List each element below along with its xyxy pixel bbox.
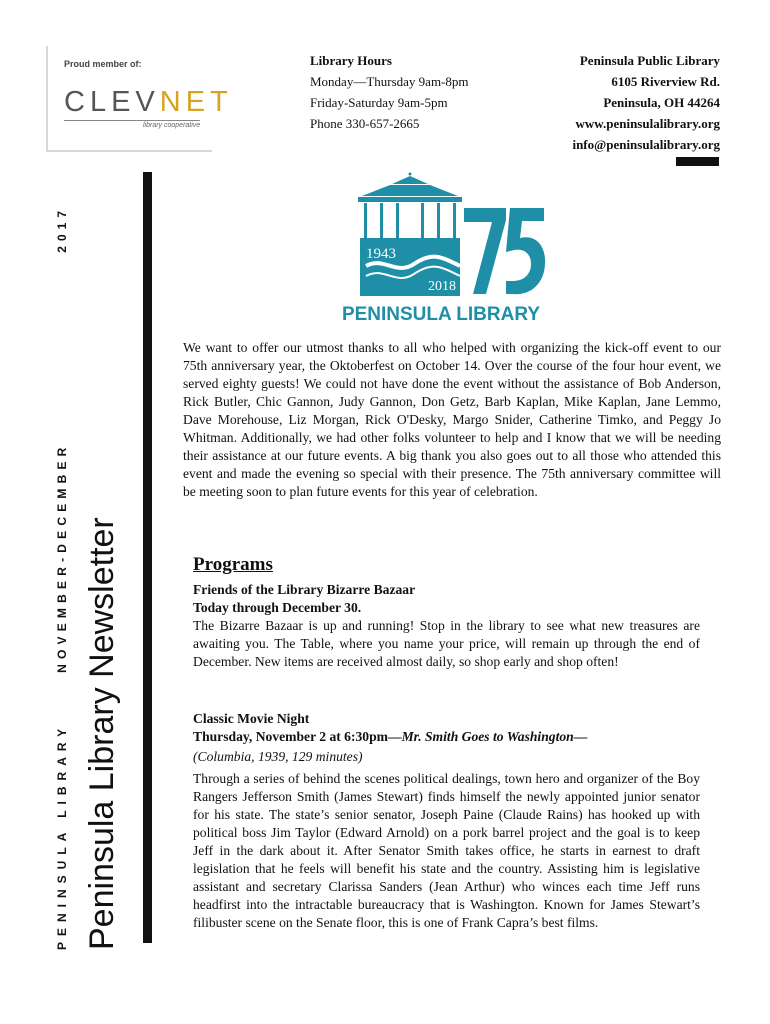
movie-when: [193, 728, 700, 746]
bazaar-title: Friends of the Library Bizarre Bazaar: [193, 582, 416, 597]
clevnet-word-a: CLEV: [64, 86, 160, 118]
clevnet-tagline: library cooperative: [143, 122, 201, 129]
address-street: 6105 Riverview Rd.: [611, 74, 720, 89]
clevnet-underline: [64, 120, 200, 121]
movie-date: Thursday, November 2 at 6:30pm—: [193, 729, 402, 744]
address-email[interactable]: info@peninsulalibrary.org: [572, 137, 720, 152]
anniversary-logo: [336, 168, 546, 326]
intro-paragraph: We want to offer our utmost thanks to all who helped with organizing the kick-off event to our 75th anniversary year, the Oktoberfest on October 14. Over the course of the four hour event, we served eighty guests! We could not have done the event without the assistance of Bob Anderson, Rick Butler, Chic Gannon, Judy Gannon, Don Getz, Barb Kaplan, Mike Kaplan, Jane Lemmo, Dave Morehouse, Liz Morgan, Rick O'Desky, Margo Snider, Catherine Timko, and Peggy Jo Whitman. Additionally, we had other folks volunteer to help and I know that we will be needing their assistance at our future events. A big thank you also goes out to all those who attended this event and made the evening so special with their presence. The 75th anniversary committee will be meeting soon to plan future events for this year of celebration.: [183, 340, 721, 499]
logo-library-name: PENINSULA LIBRARY: [341, 304, 541, 325]
clevnet-logo: [46, 46, 233, 152]
clevnet-wordmark: [64, 86, 233, 119]
movie-details: (Columbia, 1939, 129 minutes): [193, 749, 363, 764]
newsletter-issue-line: [54, 206, 70, 950]
newsletter-title: Peninsula Library Newsletter: [83, 517, 121, 950]
program-movie-night: [193, 710, 700, 932]
programs-heading: Programs: [193, 554, 273, 575]
clevnet-proud-label: Proud member of:: [64, 59, 142, 69]
bazaar-body: The Bizarre Bazaar is up and running! Stop in the library to see what new treasures are awaiting you. The Table, where you name your price, will remain up through the end of December. New items are received almost daily, so shop early and shop often!: [193, 618, 700, 669]
address-city: Peninsula, OH 44264: [603, 95, 720, 110]
clevnet-word-b: NET: [159, 86, 233, 118]
issue-months: NOVEMBER-DECEMBER: [55, 442, 69, 673]
movie-body: Through a series of behind the scenes political dealings, town hero and organizer of the Boy Rangers Jefferson Smith (James Stewart) finds himself the newly appointed junior senator for his state. The state’s senior senator, Joseph Paine (Claude Rains) has hooked up with political boss Jim Taylor (Edward Arnold) on a pork barrel project and the goal is to keep Jeff in the dark about it. After Senator Smith takes office, he starts in earnest to draft legislation that he feels will benefit his state and the country. Assisting him is legislative assistant and secretary Clarissa Sanders (Jean Arthur) who winces each time Jeff runs headfirst into the intractable bureaucracy that is Washington. Known for James Stewart’s filibuster scene on the Senate floor, this is one of Frank Capra’s best films.: [193, 771, 700, 930]
logo-year-end: 2018: [428, 279, 456, 294]
hours-weekend: Friday-Saturday 9am-5pm: [310, 95, 448, 110]
hours-phone: Phone 330-657-2665: [310, 116, 420, 131]
movie-film: Mr. Smith Goes to Washington—: [401, 729, 588, 744]
hours-title: Library Hours: [310, 53, 392, 68]
address-website[interactable]: www.peninsulalibrary.org: [575, 116, 720, 131]
hours-weekday: Monday—Thursday 9am-8pm: [310, 74, 469, 89]
logo-year-start: 1943: [366, 246, 396, 262]
library-address: [572, 50, 720, 155]
address-divider: [676, 157, 719, 166]
sidebar-rule: [143, 172, 152, 943]
address-name: Peninsula Public Library: [579, 53, 720, 68]
issue-library-label: PENINSULA LIBRARY: [55, 722, 69, 950]
library-hours: [310, 50, 469, 134]
bazaar-dates: Today through December 30.: [193, 600, 362, 615]
movie-title: Classic Movie Night: [193, 711, 310, 726]
program-bizarre-bazaar: [193, 581, 700, 671]
issue-year: 2017: [55, 206, 69, 253]
